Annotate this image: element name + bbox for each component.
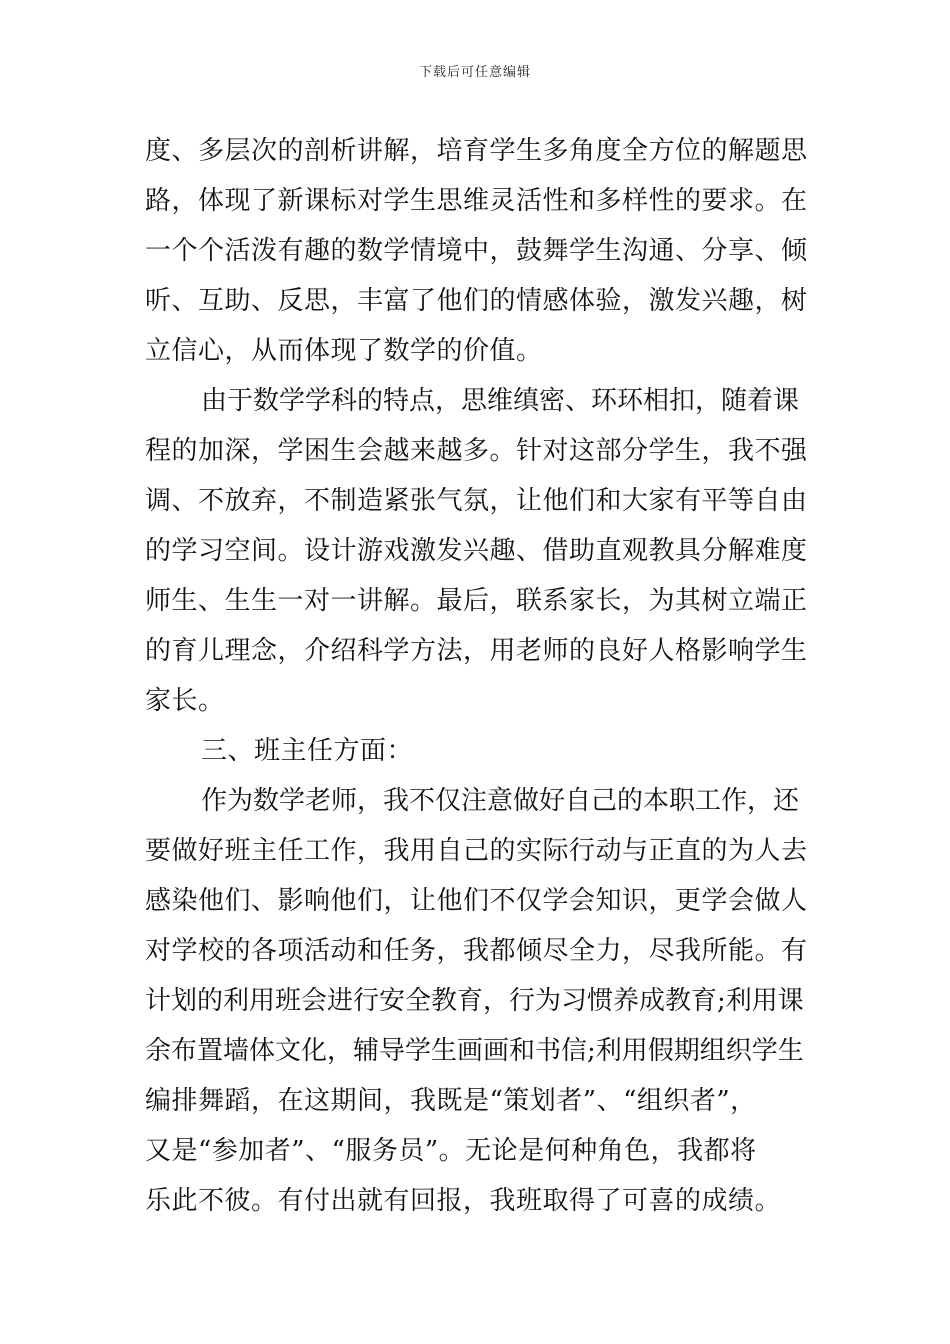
text-line: 又是“参加者”、“服务员”。无论是何种角色，我都将 xyxy=(145,1136,757,1166)
text-line: 师生、生生一对一讲解。最后，联系家长，为其树立端正 xyxy=(145,586,808,616)
text-line: 家长。 xyxy=(145,686,225,716)
text-line: 对学校的各项活动和任务，我都倾尽全力，尽我所能。有 xyxy=(145,936,808,966)
text-line: 感染他们、影响他们，让他们不仅学会知识，更学会做人 xyxy=(145,886,808,916)
text-line: 一个个活泼有趣的数学情境中，鼓舞学生沟通、分享、倾 xyxy=(145,236,808,266)
text-line: 的育儿理念，介绍科学方法，用老师的良好人格影响学生 xyxy=(145,636,808,666)
text-line: 立信心，从而体现了数学的价值。 xyxy=(145,336,543,366)
text-line: 听、互助、反思，丰富了他们的情感体验，激发兴趣，树 xyxy=(145,286,808,316)
text-line: 程的加深，学困生会越来越多。针对这部分学生，我不强 xyxy=(145,436,808,466)
text-line: 由于数学学科的特点，思维缜密、环环相扣，随着课 xyxy=(201,386,800,416)
document-body xyxy=(145,126,810,1226)
page-header: 下载后可任意编辑 xyxy=(418,65,531,80)
text-line: 乐此不彼。有付出就有回报，我班取得了可喜的成绩。 xyxy=(145,1186,782,1216)
text-line: 度、多层次的剖析讲解，培育学生多角度全方位的解题思 xyxy=(145,136,808,166)
text-line: 三、班主任方面： xyxy=(201,736,414,766)
text-line: 的学习空间。设计游戏激发兴趣、借助直观教具分解难度 xyxy=(145,536,808,566)
text-line: 路，体现了新课标对学生思维灵活性和多样性的要求。在 xyxy=(145,186,808,216)
text-line: 计划的利用班会进行安全教育，行为习惯养成教育;利用课 xyxy=(145,986,804,1016)
text-line: 作为数学老师，我不仅注意做好自己的本职工作，还 xyxy=(201,786,800,816)
text-line: 调、不放弃，不制造紧张气氛，让他们和大家有平等自由 xyxy=(145,486,808,516)
text-line: 余布置墙体文化，辅导学生画画和书信;利用假期组织学生 xyxy=(145,1036,804,1066)
text-line: 要做好班主任工作，我用自己的实际行动与正直的为人去 xyxy=(145,836,808,866)
text-line: 编排舞蹈，在这期间，我既是“策划者”、“组织者”， xyxy=(145,1086,757,1116)
